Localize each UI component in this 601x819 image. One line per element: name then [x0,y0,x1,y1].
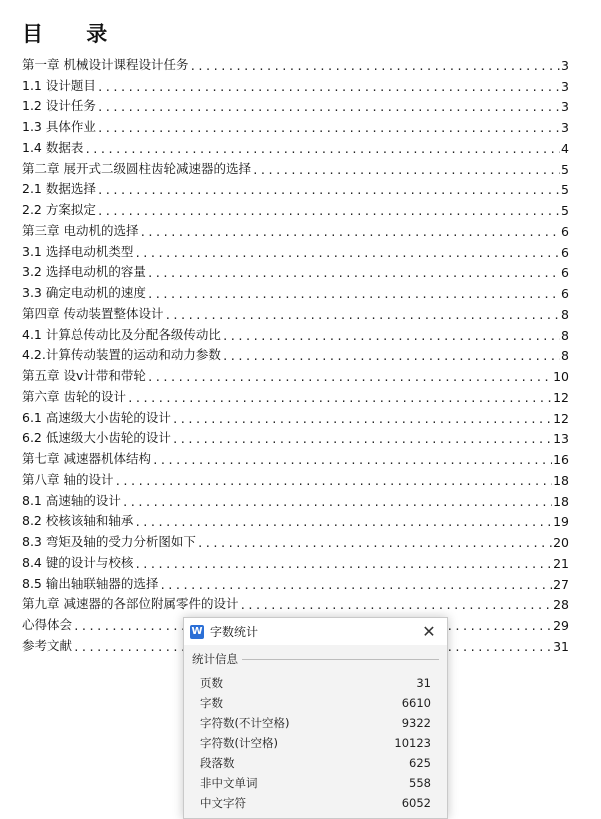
toc-entry-label: 第五章 设ⅴ计带和带轮 [22,368,146,383]
toc-entry-label: 1.1 设计题目 [22,77,96,93]
toc-entry[interactable] [22,301,569,322]
toc-entry[interactable] [22,94,569,115]
stat-label: 中文字符 [200,796,246,810]
toc-entry[interactable] [22,363,569,384]
toc-dot-leader [239,599,552,612]
dialog-titlebar[interactable] [184,618,447,645]
toc-dot-leader [147,371,552,384]
stat-label: 页数 [200,676,223,690]
toc-entry-page: 8 [561,327,569,343]
toc-entry-page: 13 [553,431,569,447]
toc-dot-leader [122,496,552,509]
toc-entry[interactable] [22,73,569,94]
toc-dot-leader [189,60,560,73]
toc-dot-leader [159,579,552,592]
toc-entry-page: 16 [553,452,569,467]
toc-entry[interactable] [22,197,569,218]
toc-entry[interactable] [22,218,569,239]
toc-entry-label: 1.3 具体作业 [22,119,96,134]
document-title: 目 录 [22,22,126,46]
toc-dot-leader [84,143,560,156]
stat-row [200,753,431,773]
toc-entry-label: 8.1 高速轴的设计 [22,492,121,508]
toc-entry[interactable] [22,239,569,260]
stat-label: 字符数(不计空格) [200,716,290,730]
toc-entry[interactable] [22,280,569,301]
toc-dot-leader [172,413,552,426]
toc-entry[interactable] [22,467,569,488]
table-of-contents [22,52,569,654]
section-divider [242,659,439,660]
toc-entry-label: 第二章 展开式二级圆柱齿轮减速器的选择 [22,160,251,176]
toc-entry-label: 第九章 减速器的各部位附属零件的设计 [22,596,239,612]
stat-row [200,693,431,713]
toc-dot-leader [147,267,560,280]
toc-entry[interactable] [22,550,569,571]
toc-entry-page: 6 [561,265,569,281]
toc-entry-label: 第六章 齿轮的设计 [22,388,126,404]
toc-dot-leader [97,205,560,218]
toc-entry-page: 18 [553,493,569,509]
toc-entry-page: 8 [561,348,569,364]
toc-entry-page: 19 [553,514,569,530]
stat-value: 9322 [401,716,431,730]
toc-entry[interactable] [22,446,569,467]
toc-entry-label: 第三章 电动机的选择 [22,222,139,238]
toc-entry[interactable] [22,114,569,135]
toc-entry[interactable] [22,322,569,343]
toc-entry-page: 18 [553,472,569,488]
toc-entry-label: 第八章 轴的设计 [22,471,114,487]
toc-entry-page: 31 [553,638,569,654]
toc-entry-label: 8.5 输出轴联轴器的选择 [22,575,159,591]
toc-entry-page: 20 [553,535,569,550]
toc-entry-page: 8 [561,306,569,322]
toc-entry-label: 参考文献 [22,637,73,653]
toc-entry-page: 12 [553,389,569,405]
stat-label: 字数 [200,696,223,710]
toc-entry-page: 3 [561,120,569,135]
toc-entry[interactable] [22,384,569,405]
section-label: 统计信息 [192,652,238,666]
statistics-list [184,667,447,813]
toc-entry-label: 8.4 键的设计与校核 [22,554,134,570]
toc-entry[interactable] [22,135,569,156]
toc-entry[interactable] [22,571,569,592]
stat-value: 6610 [401,696,431,710]
stat-label: 段落数 [200,756,235,770]
toc-entry-page: 12 [553,410,569,426]
toc-entry[interactable] [22,260,569,281]
stat-row [200,673,431,693]
toc-entry-label: 3.2 选择电动机的容量 [22,264,146,280]
toc-entry-page: 3 [561,78,569,94]
toc-dot-leader [97,122,560,135]
statistics-section-header [184,645,447,667]
toc-dot-leader [252,164,560,177]
stat-row [200,793,431,813]
toc-entry-label: 1.2 设计任务 [22,98,96,114]
stat-value: 6052 [401,796,431,810]
toc-dot-leader [197,537,552,550]
toc-entry-label: 心得体会 [22,617,73,632]
toc-entry-label: 2.2 方案拟定 [22,202,96,217]
toc-entry-label: 6.1 高速级大小齿轮的设计 [22,409,171,425]
stat-value: 10123 [394,736,431,750]
toc-entry-page: 5 [561,203,569,218]
toc-entry[interactable] [22,488,569,509]
toc-dot-leader [172,433,552,446]
toc-dot-leader [114,475,552,488]
toc-entry[interactable] [22,426,569,447]
toc-entry-page: 29 [553,618,569,633]
toc-dot-leader [134,558,552,571]
toc-entry[interactable] [22,156,569,177]
stat-label: 非中文单词 [200,776,258,790]
word-count-dialog [183,617,448,819]
toc-entry-label: 4.1 计算总传动比及分配各级传动比 [22,326,221,342]
toc-entry[interactable] [22,177,569,198]
toc-dot-leader [97,81,560,94]
stat-value: 625 [409,756,431,770]
toc-dot-leader [97,184,560,197]
stat-row [200,733,431,753]
toc-dot-leader [164,309,560,322]
toc-entry-page: 5 [561,161,569,177]
toc-entry[interactable] [22,509,569,530]
toc-entry[interactable] [22,405,569,426]
toc-entry-label: 3.3 确定电动机的速度 [22,285,146,300]
toc-dot-leader [97,101,560,114]
toc-entry[interactable] [22,343,569,364]
toc-entry[interactable] [22,52,569,73]
toc-dot-leader [134,516,552,529]
toc-entry-label: 4.2.计算传动装置的运动和动力参数 [22,347,221,363]
toc-entry[interactable] [22,529,569,550]
stat-value: 31 [416,676,431,690]
dialog-title: 字数统计 [210,625,259,639]
toc-entry-label: 2.1 数据选择 [22,181,96,197]
toc-dot-leader [222,350,560,363]
toc-entry-label: 第四章 传动装置整体设计 [22,305,164,321]
stat-value: 558 [409,776,431,790]
toc-entry-page: 27 [553,576,569,592]
toc-entry-label: 1.4 数据表 [22,139,84,155]
toc-entry-page: 3 [561,57,569,73]
toc-entry-page: 3 [561,99,569,115]
close-icon[interactable]: ✕ [422,622,436,641]
stat-row [200,773,431,793]
toc-dot-leader [139,226,560,239]
toc-entry-label: 8.3 弯矩及轴的受力分析图如下 [22,534,196,549]
toc-entry-page: 6 [561,223,569,239]
wps-app-icon: W [191,626,203,637]
toc-dot-leader [134,247,560,260]
toc-entry-page: 6 [561,244,569,260]
toc-entry-label: 6.2 低速级大小齿轮的设计 [22,430,171,446]
toc-entry-page: 4 [561,140,569,156]
toc-dot-leader [147,288,560,301]
toc-dot-leader [152,454,552,467]
toc-dot-leader [222,330,560,343]
toc-dot-leader [127,392,552,405]
stat-row [200,713,431,733]
toc-entry-label: 8.2 校核该轴和轴承 [22,513,134,529]
toc-entry-page: 5 [561,182,569,198]
toc-entry-page: 28 [553,597,569,613]
toc-entry-label: 第七章 减速器机体结构 [22,451,151,466]
toc-entry[interactable] [22,592,569,613]
toc-entry-page: 21 [553,555,569,571]
toc-entry-page: 10 [553,369,569,384]
toc-entry-page: 6 [561,286,569,301]
toc-entry-label: 3.1 选择电动机类型 [22,243,134,259]
toc-entry-label: 第一章 机械设计课程设计任务 [22,56,189,72]
stat-label: 字符数(计空格) [200,736,278,750]
